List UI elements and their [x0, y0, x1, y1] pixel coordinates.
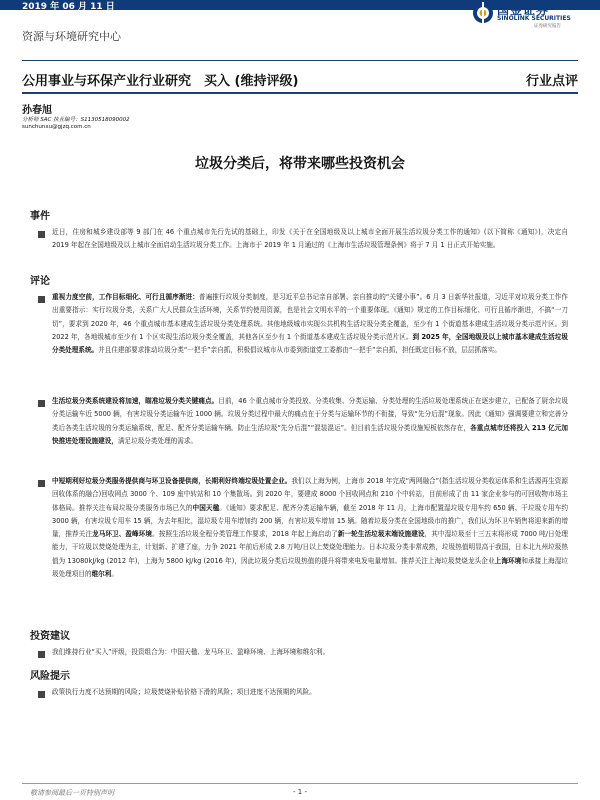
- comment-3-strong-5: 维尔利: [91, 570, 112, 579]
- section-advice: 投资建议: [30, 631, 70, 642]
- comment-3-body-1: 我们以上海为例，上海市 2018 年完成“两网融合”(指生活垃圾分类收运体系和生活源再生资源回收体系的融合)回收网点 3000 个、109 座中转站和 10 个集散场。到 2020 年，要建成 8000 个回收网点和 210 个中转站，目前形成了由 11 家企业参与的可回收物市场主体格局。推荐关注布局垃圾分类服务市场已久的: [52, 477, 568, 512]
- section-comment: 评论: [30, 276, 50, 287]
- brand-logo: [472, 0, 582, 30]
- comment-3-strong-3: 新一轮生活垃圾末端设施建设: [337, 530, 425, 539]
- advice-text: 我们维持行业“买入”评级，投资组合为：中国天楹、龙马环卫、盈峰环境、上海环境和维尔利。: [52, 648, 330, 656]
- footer-disclaimer: 敬请参阅最后一页特别声明: [30, 789, 114, 797]
- bullet-icon: [38, 400, 45, 407]
- section-event: 事件: [30, 211, 50, 222]
- comment-3-body-2: 。《通知》要求配足、配齐分类运输车辆，截至 2018 年 11 月，上海市配置湿垃圾专用车约 650 辆、干垃圾专用车约 3000 辆，有害垃圾专用车 15 辆，为去年相比，湿垃圾专用车增加约 200 辆，有害垃圾车增加 15 辆。随着垃圾分类在全国地级市的推广，我们认为环卫车销售将迎来新的增量，推荐关注: [52, 503, 569, 539]
- comment-3-body-4: ，其中湿垃圾至十三五末将形成 7000 吨/日处理能力，干垃圾以焚烧处理为主，计划新、扩建了座，力争 2021 年前后形成 2.8 万吨/日以上焚烧处理能力。日本垃圾分类非常成熟，垃圾热值明显高于我国，日本北九州垃圾热值为 13080kJ/kg (2012 年)，上海为 5800 kJ/kg (2016 年)，因此垃圾分类后垃圾热值的提升将带来电发电量增加。推荐关注上海垃圾焚烧龙头企业: [52, 530, 568, 565]
- comment-2-tail: 满足垃圾分类处理的需求。: [117, 436, 198, 445]
- brand-subtitle: 证券研究报告: [534, 24, 561, 29]
- comment-3-strong-4: 上海环境: [494, 556, 522, 565]
- comment-2-lead: 生活垃圾分类系统建设将加速，瞄准垃圾分类关键痛点。: [52, 397, 219, 405]
- sinolink-logo-icon: [472, 2, 494, 24]
- comment-3-body-6: 。: [111, 570, 118, 579]
- bullet-icon: [38, 296, 45, 303]
- comment-2-body: 目前，46 个重点城市分类投放、分类收集、分类运输、分类处理的生活垃圾处理系统正在逐步建立，已配备了厨余垃圾分类运输车近 5000 辆，有害垃圾分类运输车近 1000 辆。垃圾分类过程中最大的痛点在于分类与运输环节的不衔接，导致“先分后混”现象。因此《通知》强调要建立和完善分类后各类生活垃圾的分类运输系统，配足、配齐分类运输车辆。防止生活垃圾“先分后混”“混装混运”。但目前生活垃圾分类设施短板依然存在，: [52, 397, 569, 432]
- comment-paragraph-2: [52, 395, 568, 448]
- report-date: 2019 年 06 月 11 日: [22, 2, 115, 12]
- bullet-icon: [38, 480, 45, 487]
- analyst-sac: 分析师 SAC 执业编号：S1130518090002: [22, 117, 130, 123]
- comment-3-lead: 中短期利好垃圾分类服务提供商与环卫设备提供商，长期利好终端垃圾处置企业。: [52, 477, 292, 485]
- comment-paragraph-3: [52, 475, 568, 581]
- bullet-icon: [38, 651, 45, 658]
- comment-3-strong-1: 中国天楹: [192, 503, 220, 512]
- report-title: 垃圾分类后，将带来哪些投资机会: [195, 156, 405, 172]
- comment-paragraph-1: [52, 291, 568, 357]
- divider: [22, 60, 578, 61]
- comment-3-strong-2: 龙马环卫、盈峰环境: [92, 530, 153, 539]
- comment-1-tail: 并且住建部要求推动垃圾分类“一把手”亲自抓，积极倡议城市从市委到街道党工委都由“一把手”亲自抓，担任既定目标不放，层层抓落实。: [98, 346, 501, 355]
- risk-text: 政策执行力度不达预期的风险；垃圾焚烧补贴价格下滑的风险；项目进度不达预期的风险。: [52, 688, 316, 696]
- comment-3-body-5: 和承接上海湿垃圾处理项目的: [52, 556, 568, 579]
- comment-1-strong: 到 2025 年，全国地级及以上城市基本建成生活垃圾分类处理系统。: [52, 332, 568, 355]
- comment-1-lead: 重视力度空前，工作目标细化、可行且循序渐进：: [52, 293, 199, 301]
- section-risk: 风险提示: [30, 671, 70, 682]
- divider: [22, 92, 578, 94]
- analyst-email: sunchunxu@gjzq.com.cn: [22, 124, 91, 130]
- comment-3-body-3: 。按照生活垃圾全程分类管理工作要求，2018 年起上海启动了: [152, 530, 338, 539]
- page-number: - 1 -: [293, 788, 307, 796]
- event-text: 近日，住房和城乡建设部等 9 部门在 46 个重点城市先行先试的基础上，印发《关于在全国地级及以上城市全面开展生活垃圾分类工作的通知》(以下简称《通知》)，决定自 2019 年起在全国地级及以上城市全面启动生活垃圾分类工作。上海市于 2019 年 1 月通过的《上海市生活垃圾管理条例》将于 7 月 1 日正式开始实施。: [52, 228, 568, 250]
- bullet-icon: [38, 691, 45, 698]
- brand-name-cn: 国金证券: [497, 3, 550, 17]
- research-center: 资源与环境研究中心: [22, 30, 121, 43]
- report-type: 行业点评: [525, 74, 578, 89]
- comment-2-strong: 各重点城市还将投入 213 亿元加快推进处理设施建设，: [52, 423, 568, 445]
- comment-1-body: 普遍推行垃圾分类制度，是习近平总书记亲自部署、亲自推动的“关键小事”。6 月 3 日新华社报道，习近平对垃圾分类工作作出重要指示：实行垃圾分类，关系广大人民群众生活环境，关系节约使用资源，也是社会文明水平的一个重要体现。《通知》规定的工作目标细化、可行且循序渐进，不搞“一刀切”，要求到 2020 年，46 个重点城市基本建成生活垃圾分类处理系统。其他地级城市实现公共机构生活垃圾分类全覆盖，至少有 1 个街道基本建成生活垃圾分类示范片区。到 2022 年，各地级城市至少有 1 个区实现生活垃圾分类全覆盖，其他各区至少有 1 个街道基本建成生活垃圾分类示范片区。: [52, 293, 569, 341]
- brand-name-en: SINOLINK SECURITIES: [497, 15, 571, 22]
- industry-rating: 公用事业与环保产业行业研究 买入 (维持评级): [22, 74, 299, 89]
- bullet-icon: [38, 231, 45, 238]
- page-footer: [0, 782, 600, 800]
- analyst-name: 孙春旭: [22, 105, 52, 116]
